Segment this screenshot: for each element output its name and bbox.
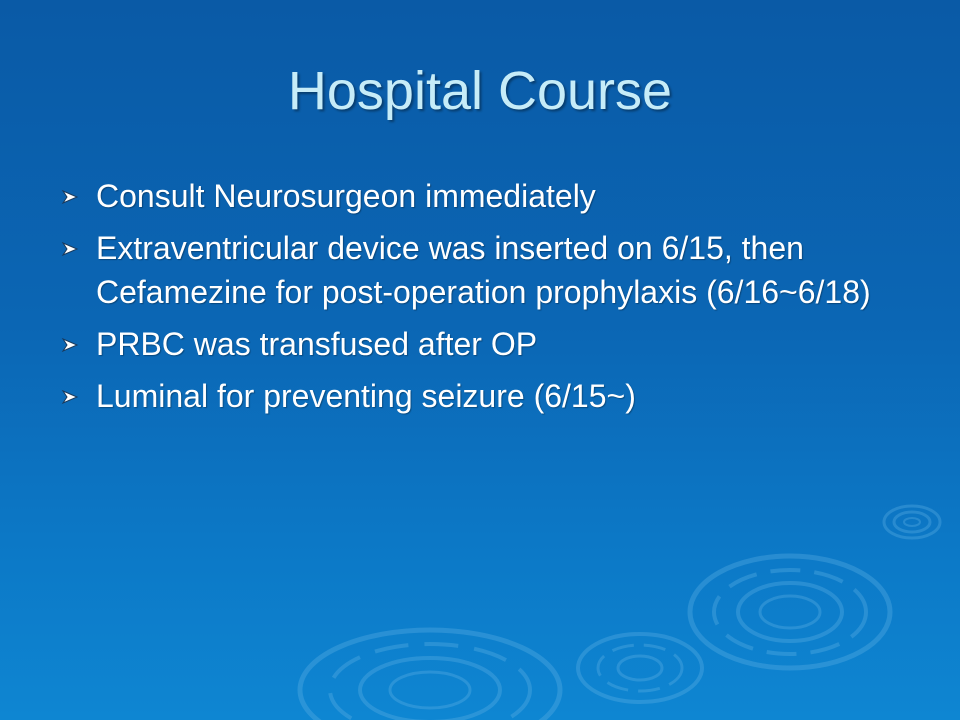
bullet-item bbox=[60, 374, 880, 418]
arrowhead-bullet-icon bbox=[60, 241, 80, 257]
slide-title: Hospital Course bbox=[287, 61, 673, 121]
bullet-item bbox=[60, 322, 880, 366]
arrowhead-bullet-icon bbox=[60, 337, 80, 353]
bullet-text: PRBC was transfused after OP bbox=[96, 326, 538, 362]
bullet-item bbox=[60, 174, 880, 218]
bullet-text: Extraventricular device was inserted on 6/15, then Cefamezine for post-operation prophylaxis (6/16~6/18) bbox=[96, 230, 871, 310]
bullet-item bbox=[60, 226, 880, 314]
bullet-text: Consult Neurosurgeon immediately bbox=[96, 178, 596, 214]
arrowhead-bullet-icon bbox=[60, 389, 80, 405]
arrowhead-bullet-icon bbox=[60, 189, 80, 205]
bullet-text: Luminal for preventing seizure (6/15~) bbox=[96, 378, 636, 414]
bullet-list bbox=[60, 174, 880, 426]
